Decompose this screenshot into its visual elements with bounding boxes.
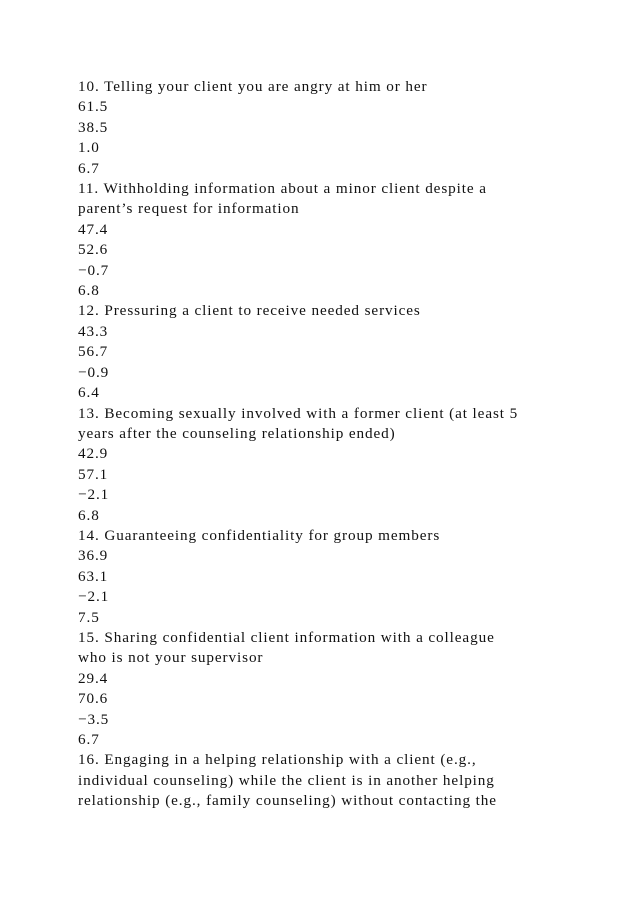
document-text (78, 77, 568, 812)
item-10-value-2: 38.5 (78, 118, 109, 136)
item-13-value-2: 57.1 (78, 465, 109, 483)
item-11-value-4: 6.8 (78, 282, 100, 300)
item-12-value-3: −0.9 (78, 363, 110, 381)
item-14-value-4: 7.5 (78, 608, 100, 626)
item-13-title-line-1: 13. Becoming sexually involved with a former client (at least 5 (78, 404, 519, 422)
item-13-title-line-2: years after the counseling relationship ended) (78, 424, 396, 442)
item-15-value-3: −3.5 (78, 710, 110, 728)
item-12-title: 12. Pressuring a client to receive needed services (78, 302, 421, 320)
item-15-title-line-1: 15. Sharing confidential client information with a colleague (78, 628, 495, 646)
item-15-value-2: 70.6 (78, 690, 109, 708)
item-14-value-3: −2.1 (78, 588, 110, 606)
item-11-title-line-2: parent’s request for information (78, 200, 300, 218)
item-14-title: 14. Guaranteeing confidentiality for group members (78, 526, 441, 544)
item-10-title: 10. Telling your client you are angry at him or her (78, 78, 428, 95)
item-13-value-1: 42.9 (78, 445, 109, 463)
item-13-value-3: −2.1 (78, 486, 110, 504)
item-11-value-2: 52.6 (78, 241, 109, 259)
item-12-value-4: 6.4 (78, 384, 100, 402)
item-12-value-1: 43.3 (78, 322, 109, 340)
item-16-title-line-3: relationship (e.g., family counseling) without contacting the (78, 792, 497, 810)
item-11-value-3: −0.7 (78, 261, 110, 279)
item-15-value-4: 6.7 (78, 731, 100, 748)
item-16-title-line-2: individual counseling) while the client is in another helping (78, 771, 495, 789)
item-11-value-1: 47.4 (78, 220, 109, 238)
item-15-title-line-2: who is not your supervisor (78, 649, 264, 667)
item-12-value-2: 56.7 (78, 343, 109, 361)
item-11-title-line-1: 11. Withholding information about a minor client despite a (78, 180, 487, 198)
item-10-value-4: 6.7 (78, 159, 100, 177)
item-10-value-1: 61.5 (78, 98, 109, 116)
item-16-title-line-1: 16. Engaging in a helping relationship with a client (e.g., (78, 751, 477, 769)
item-15-value-1: 29.4 (78, 669, 109, 687)
item-10-value-3: 1.0 (78, 139, 100, 157)
item-14-value-1: 36.9 (78, 547, 109, 565)
item-14-value-2: 63.1 (78, 567, 109, 585)
item-13-value-4: 6.8 (78, 506, 100, 524)
